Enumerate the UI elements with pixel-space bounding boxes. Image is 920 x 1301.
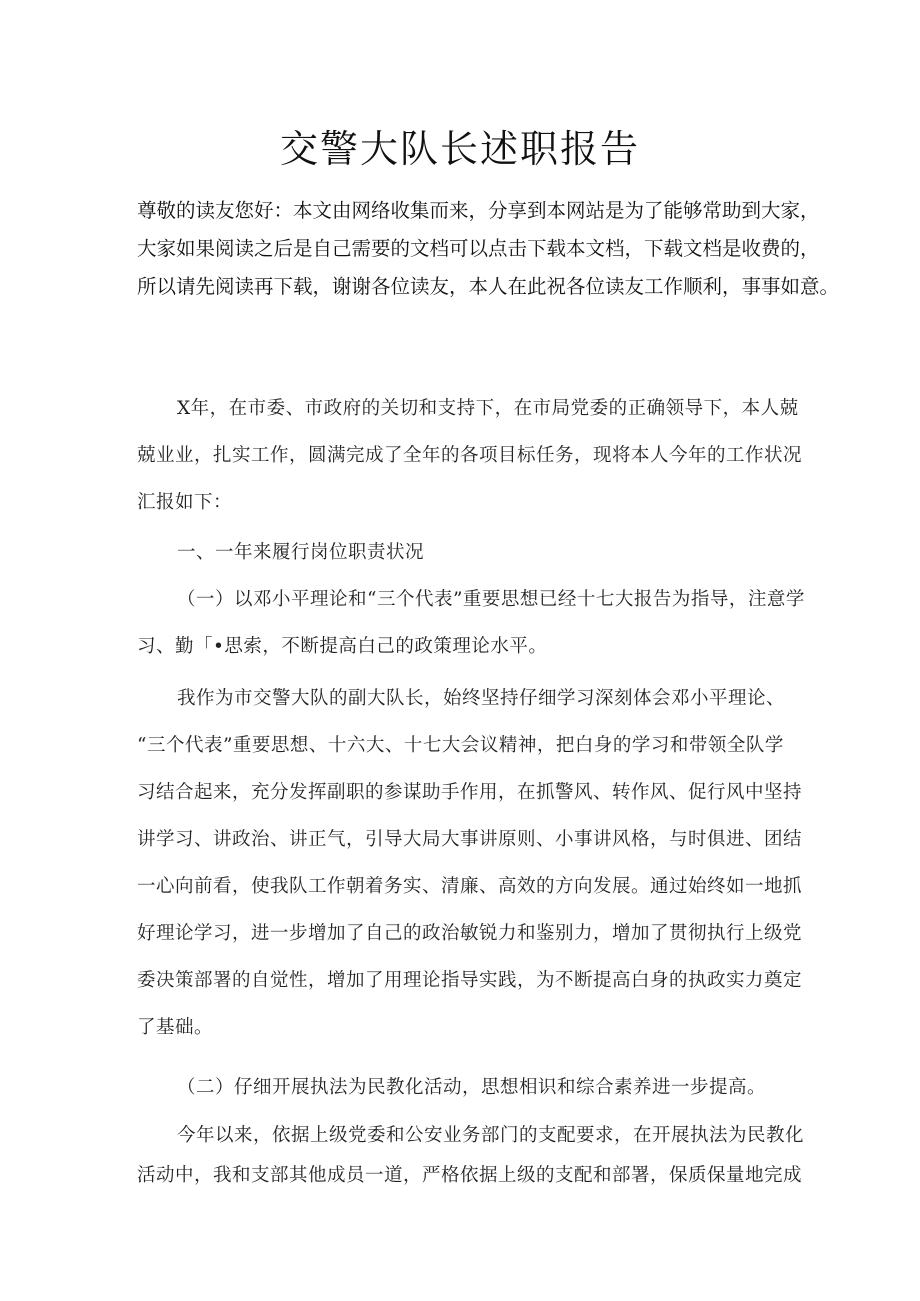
reader-notice — [137, 192, 840, 306]
document-title: 交警大队长述职报告 — [279, 127, 640, 171]
paragraph-activity — [137, 1116, 805, 1196]
paragraph-study — [137, 675, 803, 1051]
subsection-heading: （二）仔细开展执法为民教化活动，思想相识和综合素养进一步提高。 — [177, 1077, 767, 1098]
paragraph-line: 了基础。 — [137, 1017, 214, 1038]
section-heading-2 — [137, 1068, 797, 1108]
paragraph-line: X年，在市委、市政府的关切和支持下，在市局党委的正确领导下，本人兢 — [177, 398, 799, 419]
paragraph-line: 习结合起来，充分发挥副职的参谋助手作用，在抓警风、转作风、促行风中坚持 — [137, 782, 803, 803]
section-heading: 一、一年来履行岗位职责状况 — [177, 542, 425, 563]
paragraph-subsection-1 — [137, 576, 805, 670]
reader-notice-line: 尊敬的读友您好：本文由网络收集而来，分享到本网站是为了能够常助到大家， — [137, 199, 820, 222]
paragraph-line: 好理论学习，进一步增加了自己的政治敏锐力和鉴别力，增加了贯彻执行上级党 — [137, 923, 803, 944]
paragraph-opening — [137, 385, 803, 526]
paragraph-line: 兢业业，扎实工作，圆满完成了全年的各项目标任务，现将本人今年的工作状况 — [137, 445, 803, 466]
paragraph-line: 我作为市交警大队的副大队长，始终坚持仔细学习深刻体会邓小平理论、 — [177, 688, 786, 709]
reader-notice-line: 所以请先阅读再下载，谢谢各位读友，本人在此祝各位读友工作顺利，事事如意。 — [137, 275, 840, 298]
paragraph-line: “三个代表”重要思想、十六大、十七大会议精神，把白身的学习和带领全队学 — [137, 735, 784, 756]
paragraph-line: 一心向前看，使我队工作朝着务实、清廉、高效的方向发展。通过始终如一地抓 — [137, 876, 803, 897]
paragraph-line: 今年以来，依据上级党委和公安业务部门的支配要求，在开展执法为民教化 — [177, 1125, 805, 1146]
paragraph-line: 委决策部署的自觉性，增加了用理论指导实践，为不断提高白身的执政实力奠定 — [137, 970, 803, 991]
paragraph-line: 讲学习、讲政治、讲正气，引导大局大事讲原则、小事讲风格，与时俱进、团结 — [137, 829, 803, 850]
paragraph-line: 活动中，我和支部其他成员一道，严格依据上级的支配和部署，保质保量地完成 — [137, 1165, 803, 1186]
section-heading-1 — [137, 533, 797, 573]
paragraph-line: （一）以邓小平理论和“三个代表”重要思想已经十七大报告为指导，注意学 — [177, 589, 805, 610]
paragraph-line: 汇报如下： — [137, 492, 233, 513]
paragraph-line: 习、勤「•思索，不断提高白己的政策理论水平。 — [137, 636, 548, 657]
reader-notice-line: 大家如果阅读之后是自己需要的文档可以点击下载本文档，下载文档是收费的， — [137, 237, 820, 260]
